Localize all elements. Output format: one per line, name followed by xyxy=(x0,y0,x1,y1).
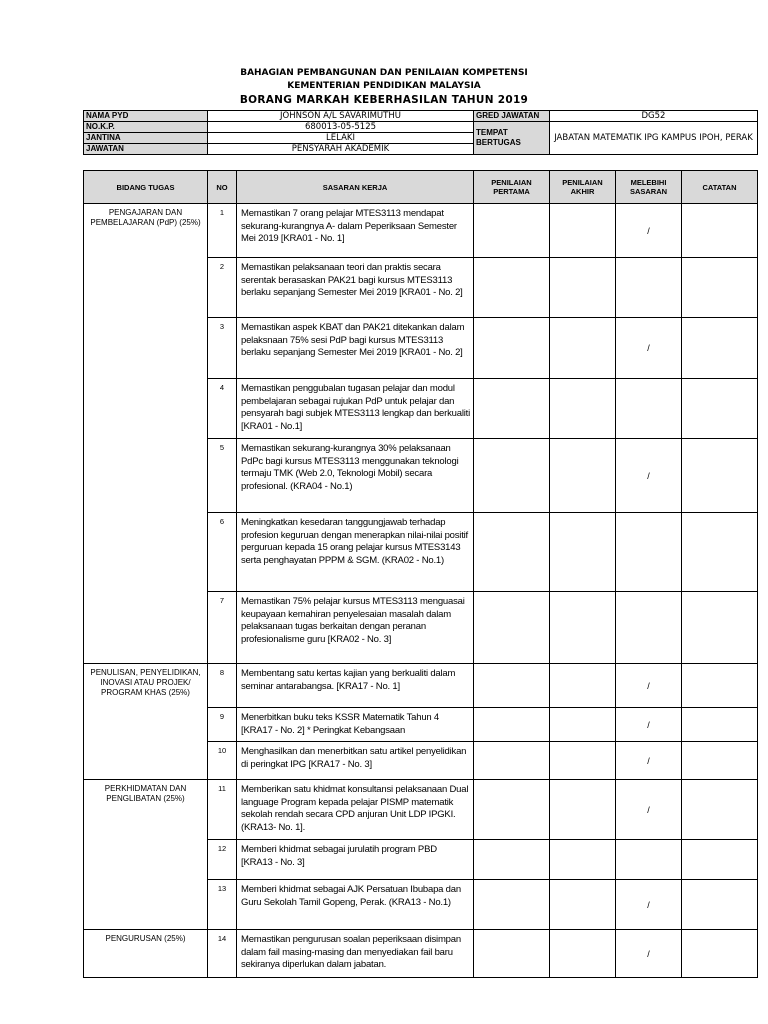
akhir-cell[interactable] xyxy=(550,204,616,258)
col-akhir: PENILAIAN AKHIR xyxy=(550,171,616,204)
catatan-cell[interactable] xyxy=(682,513,758,592)
row-no: 7 xyxy=(208,592,237,664)
row-no: 8 xyxy=(208,664,237,708)
akhir-cell[interactable] xyxy=(550,708,616,742)
akhir-cell[interactable] xyxy=(550,930,616,978)
row-no: 6 xyxy=(208,513,237,592)
row-no: 3 xyxy=(208,318,237,379)
row-sasaran: Memberi khidmat sebagai jurulatih program PBD [KRA13 - No. 3] xyxy=(237,840,474,880)
nokp-label: NO.K.P. xyxy=(84,122,208,133)
col-melebihi: MELEBIHI SASARAN xyxy=(616,171,682,204)
row-no: 10 xyxy=(208,742,237,780)
row-no: 1 xyxy=(208,204,237,258)
row-sasaran: Memastikan 75% pelajar kursus MTES3113 menguasai keupayaan kemahiran penyelesaian masalah dalam pelaksanaan tugas berkaitan dengan peranan profesionalisme guru [KRA02 - No. 3] xyxy=(237,592,474,664)
pertama-cell[interactable] xyxy=(474,840,550,880)
row-no: 13 xyxy=(208,880,237,930)
row-no: 5 xyxy=(208,439,237,513)
catatan-cell[interactable] xyxy=(682,592,758,664)
catatan-cell[interactable] xyxy=(682,664,758,708)
bidang-cell: PENGAJARAN DAN PEMBELAJARAN (PdP) (25%) xyxy=(84,204,208,664)
col-catatan: CATATAN xyxy=(682,171,758,204)
row-sasaran: Memastikan pelaksanaan teori dan praktis secara serentak berasaskan PAK21 bagi kursus MTES3113 berlaku sepanjang Semester Mei 2019 [KRA01 - No. 2] xyxy=(237,258,474,318)
row-sasaran: Memberikan satu khidmat konsultansi pelaksanaan Dual language Program kepada pelajar PISMP matematik sekolah rendah secara CPD anjuran Unit LDP IPGKI. (KRA13- No. 1]. xyxy=(237,780,474,840)
header-line-1: BAHAGIAN PEMBANGUNAN DAN PENILAIAN KOMPETENSI xyxy=(240,68,528,78)
nokp-value: 680013-05-5125 xyxy=(208,122,474,133)
melebihi-cell[interactable]: / xyxy=(616,318,682,379)
form-title: BORANG MARKAH KEBERHASILAN TAHUN 2019 xyxy=(239,94,529,106)
catatan-cell[interactable] xyxy=(682,439,758,513)
row-no: 4 xyxy=(208,379,237,439)
table-row xyxy=(84,780,758,840)
row-sasaran: Memastikan sekurang-kurangnya 30% pelaksanaan PdPc bagi kursus MTES3113 menggunakan teknologi termaju TMK (Web 2.0, Teknologi Mobil) secara profesional. (KRA04 - No.1) xyxy=(237,439,474,513)
melebihi-cell[interactable]: / xyxy=(616,780,682,840)
pertama-cell[interactable] xyxy=(474,592,550,664)
akhir-cell[interactable] xyxy=(550,742,616,780)
row-sasaran: Memastikan 7 orang pelajar MTES3113 mendapat sekurang-kurangnya A- dalam Peperiksaan Semester Mei 2019 [KRA01 - No. 1] xyxy=(237,204,474,258)
pertama-cell[interactable] xyxy=(474,318,550,379)
catatan-cell[interactable] xyxy=(682,780,758,840)
row-sasaran: Memberi khidmat sebagai AJK Persatuan Ibubapa dan Guru Sekolah Tamil Gopeng, Perak. (KRA13 - No.1) xyxy=(237,880,474,930)
melebihi-cell[interactable] xyxy=(616,258,682,318)
info-table xyxy=(83,110,758,155)
markah-table xyxy=(83,170,758,978)
pertama-cell[interactable] xyxy=(474,780,550,840)
jawatan-value: PENSYARAH AKADEMIK xyxy=(208,144,474,155)
melebihi-cell[interactable] xyxy=(616,379,682,439)
melebihi-cell[interactable] xyxy=(616,513,682,592)
catatan-cell[interactable] xyxy=(682,880,758,930)
nama-value: JOHNSON A/L SAVARIMUTHU xyxy=(208,111,474,122)
melebihi-cell[interactable]: / xyxy=(616,930,682,978)
col-bidang: BIDANG TUGAS xyxy=(84,171,208,204)
pertama-cell[interactable] xyxy=(474,513,550,592)
pertama-cell[interactable] xyxy=(474,439,550,513)
melebihi-cell[interactable] xyxy=(616,592,682,664)
row-sasaran: Memastikan pengurusan soalan peperiksaan disimpan dalam fail masing-masing dan menyediakan fail baru sekiranya diperlukan dalam jabatan. xyxy=(237,930,474,978)
pertama-cell[interactable] xyxy=(474,880,550,930)
catatan-cell[interactable] xyxy=(682,379,758,439)
melebihi-cell[interactable]: / xyxy=(616,708,682,742)
jantina-value: LELAKI xyxy=(208,133,474,144)
row-sasaran: Menerbitkan buku teks KSSR Matematik Tahun 4 [KRA17 - No. 2] * Peringkat Kebangsaan xyxy=(237,708,474,742)
bidang-cell: PENGURUSAN (25%) xyxy=(84,930,208,978)
row-no: 14 xyxy=(208,930,237,978)
row-sasaran: Menghasilkan dan menerbitkan satu artikel penyelidikan di peringkat IPG [KRA17 - No. 3] xyxy=(237,742,474,780)
header-line-2: KEMENTERIAN PENDIDIKAN MALAYSIA xyxy=(287,81,481,91)
catatan-cell[interactable] xyxy=(682,708,758,742)
pertama-cell[interactable] xyxy=(474,258,550,318)
jantina-label: JANTINA xyxy=(84,133,208,144)
gred-label: GRED JAWATAN xyxy=(474,111,550,122)
row-sasaran: Memastikan penggubalan tugasan pelajar dan modul pembelajaran sebagai rujukan PdP untuk pelajar dan pensyarah bagi subjek MTES3113 lengkap dan berkualiti [KRA01 - No.1] xyxy=(237,379,474,439)
pertama-cell[interactable] xyxy=(474,664,550,708)
melebihi-cell[interactable]: / xyxy=(616,204,682,258)
bidang-cell: PENULISAN, PENYELIDIKAN, INOVASI ATAU PROJEK/ PROGRAM KHAS (25%) xyxy=(84,664,208,780)
pertama-cell[interactable] xyxy=(474,379,550,439)
catatan-cell[interactable] xyxy=(682,742,758,780)
akhir-cell[interactable] xyxy=(550,592,616,664)
akhir-cell[interactable] xyxy=(550,439,616,513)
gred-value: DG52 xyxy=(550,111,758,122)
melebihi-cell[interactable] xyxy=(616,840,682,880)
pertama-cell[interactable] xyxy=(474,742,550,780)
akhir-cell[interactable] xyxy=(550,780,616,840)
row-no: 11 xyxy=(208,780,237,840)
catatan-cell[interactable] xyxy=(682,318,758,379)
row-sasaran: Membentang satu kertas kajian yang berkualiti dalam seminar antarabangsa. [KRA17 - No. 1] xyxy=(237,664,474,708)
akhir-cell[interactable] xyxy=(550,513,616,592)
melebihi-cell[interactable]: / xyxy=(616,439,682,513)
akhir-cell[interactable] xyxy=(550,258,616,318)
row-no: 9 xyxy=(208,708,237,742)
row-no: 12 xyxy=(208,840,237,880)
row-sasaran: Memastikan aspek KBAT dan PAK21 ditekankan dalam pelaksnaan 75% sesi PdP bagi kursus MTES3113 berlaku sepanjang Semester Mei 2019 [KRA01 - No. 2] xyxy=(237,318,474,379)
row-sasaran: Meningkatkan kesedaran tanggungjawab terhadap profesion keguruan dengan menerapkan nilai-nilai positif perguruan kepada 15 orang pelajar kursus MTES3143 serta penghayatan PPPM & SGM. (KRA02 - No.1) xyxy=(237,513,474,592)
tempat-value: JABATAN MATEMATIK IPG KAMPUS IPOH, PERAK xyxy=(550,122,758,155)
table-row xyxy=(84,204,758,258)
catatan-cell[interactable] xyxy=(682,204,758,258)
bidang-cell: PERKHIDMATAN DAN PENGLIBATAN (25%) xyxy=(84,780,208,930)
tempat-label: TEMPAT BERTUGAS xyxy=(474,122,550,155)
col-no: NO xyxy=(208,171,237,204)
akhir-cell[interactable] xyxy=(550,379,616,439)
catatan-cell[interactable] xyxy=(682,840,758,880)
col-pertama: PENILAIAN PERTAMA xyxy=(474,171,550,204)
col-sasaran: SASARAN KERJA xyxy=(237,171,474,204)
pertama-cell[interactable] xyxy=(474,204,550,258)
row-no: 2 xyxy=(208,258,237,318)
nama-label: NAMA PYD xyxy=(84,111,208,122)
akhir-cell[interactable] xyxy=(550,664,616,708)
catatan-cell[interactable] xyxy=(682,930,758,978)
pertama-cell[interactable] xyxy=(474,930,550,978)
table-row xyxy=(84,930,758,978)
akhir-cell[interactable] xyxy=(550,318,616,379)
akhir-cell[interactable] xyxy=(550,880,616,930)
catatan-cell[interactable] xyxy=(682,258,758,318)
melebihi-cell[interactable]: / xyxy=(616,742,682,780)
table-row xyxy=(84,664,758,708)
melebihi-cell[interactable]: / xyxy=(616,664,682,708)
jawatan-label: JAWATAN xyxy=(84,144,208,155)
pertama-cell[interactable] xyxy=(474,708,550,742)
melebihi-cell[interactable]: / xyxy=(616,880,682,930)
akhir-cell[interactable] xyxy=(550,840,616,880)
